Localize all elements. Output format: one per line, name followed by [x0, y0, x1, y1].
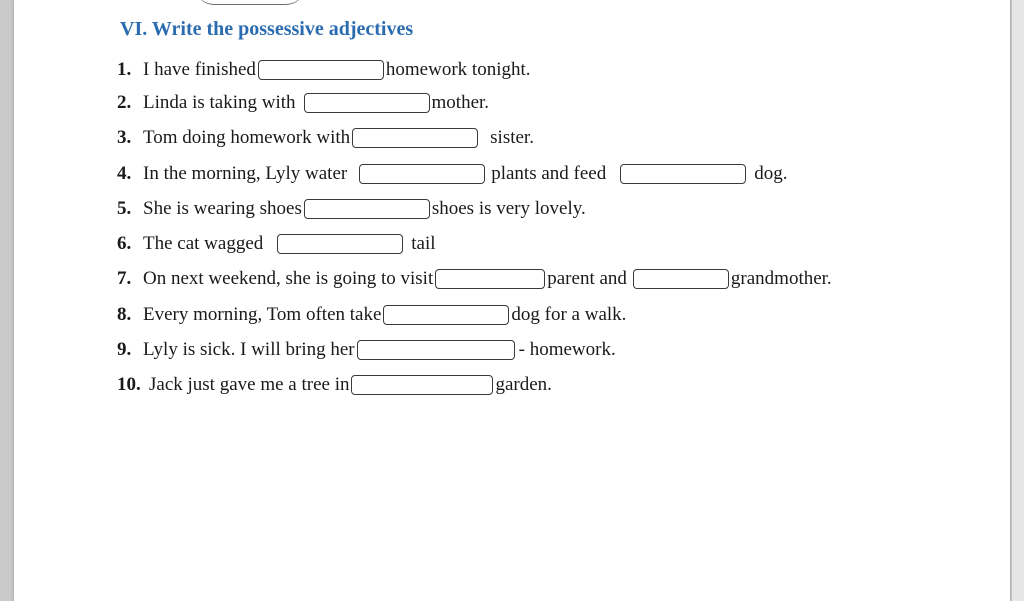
item-text: In the morning, Lyly water	[143, 163, 348, 184]
item-number: 3.	[117, 127, 132, 148]
exercise-item-5	[117, 195, 586, 223]
page-edge	[1012, 0, 1024, 601]
item-text: parent and	[547, 268, 627, 289]
item-text: dog for a walk.	[511, 304, 627, 325]
item-number: 8.	[117, 304, 132, 325]
item-text: homework tonight.	[385, 59, 531, 80]
item-number: 4.	[117, 163, 132, 184]
item-text: On next weekend, she is going to visit	[143, 268, 434, 289]
item-text: I have finished	[143, 59, 256, 80]
exercise-item-1	[117, 56, 531, 84]
item-number: 9.	[117, 339, 132, 360]
item-text: Tom doing homework with	[143, 127, 351, 148]
answer-box[interactable]	[620, 164, 746, 184]
answer-box[interactable]	[383, 305, 509, 325]
item-text: tail	[411, 233, 436, 254]
answer-box[interactable]	[277, 234, 403, 254]
item-text: Jack just gave me a tree in	[149, 374, 350, 395]
exercise-item-4	[117, 160, 787, 188]
answer-box[interactable]	[435, 269, 545, 289]
item-text: Every morning, Tom often take	[143, 304, 382, 325]
item-text: The cat wagged	[143, 233, 264, 254]
answer-box[interactable]	[304, 93, 430, 113]
cropped-decoration	[195, 0, 305, 5]
item-text: She is wearing shoes	[143, 198, 302, 219]
item-number: 5.	[117, 198, 132, 219]
item-text: garden.	[495, 374, 552, 395]
item-number: 10.	[117, 374, 141, 395]
item-text: shoes is very lovely.	[431, 198, 586, 219]
exercise-item-6	[117, 230, 436, 258]
item-number: 2.	[117, 92, 132, 113]
answer-box[interactable]	[258, 60, 384, 80]
exercise-title: VI. Write the possessive adjectives	[120, 18, 414, 40]
item-text: - homework.	[518, 339, 616, 360]
answer-box[interactable]	[304, 199, 430, 219]
item-number: 6.	[117, 233, 132, 254]
item-text: Linda is taking with	[143, 92, 296, 113]
answer-box[interactable]	[352, 128, 478, 148]
item-text: plants and feed	[491, 163, 607, 184]
item-text: Lyly is sick. I will bring her	[143, 339, 355, 360]
answer-box[interactable]	[357, 340, 515, 360]
exercise-item-7	[117, 265, 832, 293]
item-number: 1.	[117, 59, 132, 80]
item-text: dog.	[754, 163, 788, 184]
item-text: mother.	[431, 92, 490, 113]
item-number: 7.	[117, 268, 132, 289]
answer-box[interactable]	[633, 269, 729, 289]
exercise-item-10	[117, 371, 552, 399]
item-text: grandmother.	[730, 268, 832, 289]
answer-box[interactable]	[359, 164, 485, 184]
answer-box[interactable]	[351, 375, 493, 395]
exercise-item-3	[117, 124, 534, 152]
item-text: sister.	[490, 127, 534, 148]
exercise-item-9	[117, 336, 616, 364]
exercise-item-2	[117, 89, 489, 117]
exercise-item-8	[117, 301, 626, 329]
